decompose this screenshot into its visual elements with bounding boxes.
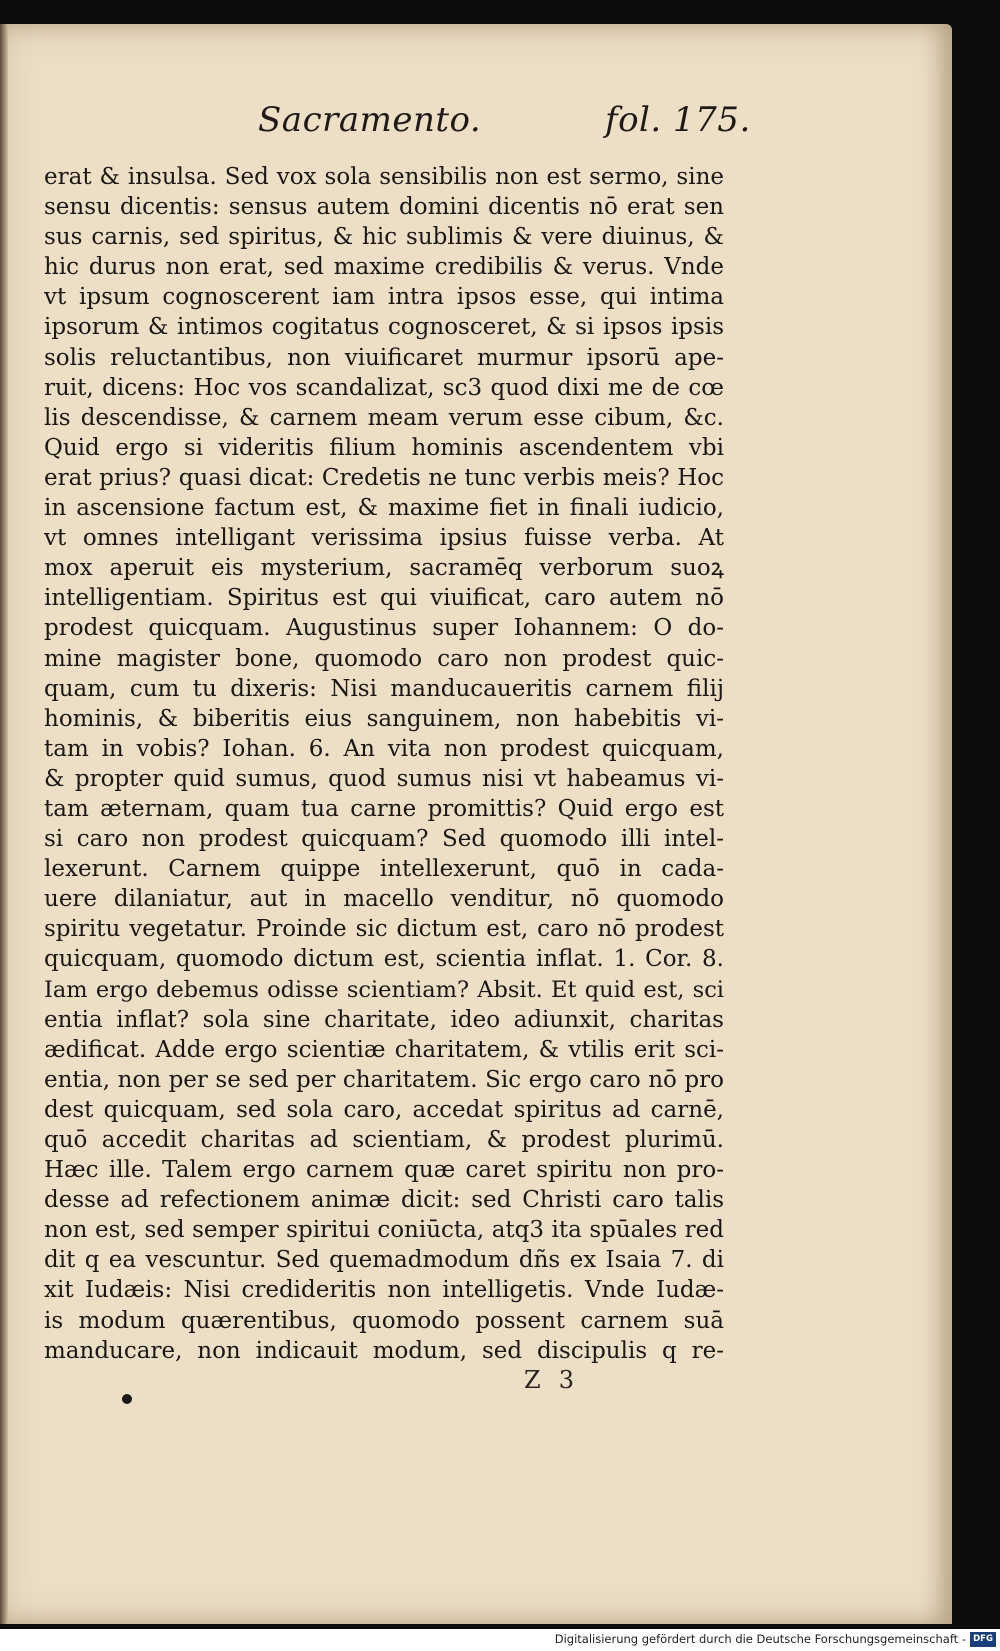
signature-mark (524, 1366, 592, 1394)
signature-number: 3 (558, 1366, 592, 1394)
text-line: mox aperuit eis mysterium, sacramēq verborum suoꝝ (44, 555, 724, 582)
text-line: lexerunt. Carnem quippe intellexerunt, quō in cada- (44, 856, 724, 883)
text-line: uere dilaniatur, aut in macello venditur, nō quomodo (44, 886, 724, 913)
text-line: sensu dicentis: sensus autem domini dicentis nō erat sen (44, 194, 724, 221)
text-line: Hæc ille. Talem ergo carnem quæ caret spiritu non pro- (44, 1157, 724, 1184)
text-line: is modum quærentibus, quomodo possent carnem suā (44, 1307, 724, 1334)
text-line: quam, cum tu dixeris: Nisi manducaueritis carnem filij (44, 675, 724, 702)
ink-dot (122, 1394, 132, 1404)
text-line: hominis, & biberitis eius sanguinem, non habebitis vi- (44, 705, 724, 732)
text-line: entia inflat? sola sine charitate, ideo adiunxit, charitas (44, 1006, 724, 1033)
text-line: spiritu vegetatur. Proinde sic dictum est, caro nō prodest (44, 916, 724, 943)
text-line: non est, sed semper spiritui coniūcta, atq3 ita spūales red (44, 1217, 724, 1244)
text-line: xit Iudæis: Nisi credideritis non intelligetis. Vnde Iudæ- (44, 1277, 724, 1304)
text-line: hic durus non erat, sed maxime credibilis & verus. Vnde (44, 254, 724, 281)
text-line: tam æternam, quam tua carne promittis? Quid ergo est (44, 795, 724, 822)
text-line: Quid ergo si videritis filium hominis ascendentem vbi (44, 434, 724, 461)
text-line: manducare, non indicauit modum, sed discipulis q re- (44, 1337, 724, 1364)
digitization-credit-bar (0, 1629, 1000, 1651)
text-line: desse ad refectionem animæ dicit: sed Christi caro talis (44, 1187, 724, 1214)
text-line: si caro non prodest quicquam? Sed quomodo illi intel- (44, 826, 724, 853)
dfg-logo-icon: DFG (970, 1632, 996, 1647)
page-gutter-edge (0, 24, 8, 1624)
text-line: solis reluctantibus, non viuificaret murmur ipsorū ape- (44, 344, 724, 371)
text-line: Iam ergo debemus odisse scientiam? Absit. Et quid est, sci (44, 976, 724, 1003)
signature-letter: Z (524, 1366, 559, 1394)
funding-credit: Digitalisierung gefördert durch die Deutsche Forschungsgemeinschaft - (554, 1632, 966, 1646)
text-line: & propter quid sumus, quod sumus nisi vt habeamus vi- (44, 765, 724, 792)
text-line: vt omnes intelligant verissima ipsius fuisse verba. At (44, 525, 724, 552)
text-line: entia, non per se sed per charitatem. Sic ergo caro nō pro (44, 1066, 724, 1093)
text-line: in ascensione factum est, & maxime fiet in finali iudicio, (44, 495, 724, 522)
text-line: quō accedit charitas ad scientiam, & prodest plurimū. (44, 1127, 724, 1153)
body-text (44, 162, 724, 1366)
text-line: dit q ea vescuntur. Sed quemadmodum dñs ex Isaia 7. di (44, 1247, 724, 1274)
folio-number: fol. 175. (605, 100, 751, 140)
text-line: ædificat. Adde ergo scientiæ charitatem, & vtilis erit sci- (44, 1036, 724, 1063)
page-header (0, 100, 952, 150)
text-line: dest quicquam, sed sola caro, accedat spiritus ad carnē, (44, 1096, 724, 1123)
text-line: sus carnis, sed spiritus, & hic sublimis & vere diuinus, & (44, 224, 724, 251)
text-line: quicquam, quomodo dictum est, scientia inflat. 1. Cor. 8. (44, 946, 724, 973)
text-line: erat & insulsa. Sed vox sola sensibilis non est sermo, sine (44, 164, 724, 190)
text-line: vt ipsum cognoscerent iam intra ipsos esse, qui intima (44, 284, 724, 311)
text-line: mine magister bone, quomodo caro non prodest quic- (44, 645, 724, 672)
text-line: ipsorum & intimos cogitatus cognosceret, & si ipsos ipsis (44, 314, 724, 341)
text-line: erat prius? quasi dicat: Credetis ne tunc verbis meis? Hoc (44, 464, 724, 491)
text-line: tam in vobis? Iohan. 6. An vita non prodest quicquam, (44, 735, 724, 762)
text-line: intelligentiam. Spiritus est qui viuificat, caro autem nō (44, 585, 724, 612)
text-line: ruit, dicens: Hoc vos scandalizat, sc3 quod dixi me de cœ (44, 374, 724, 401)
running-head: Sacramento. (258, 100, 482, 140)
text-line: prodest quicquam. Augustinus super Iohannem: O do- (44, 615, 724, 642)
text-line: lis descendisse, & carnem meam verum esse cibum, &c. (44, 404, 724, 431)
